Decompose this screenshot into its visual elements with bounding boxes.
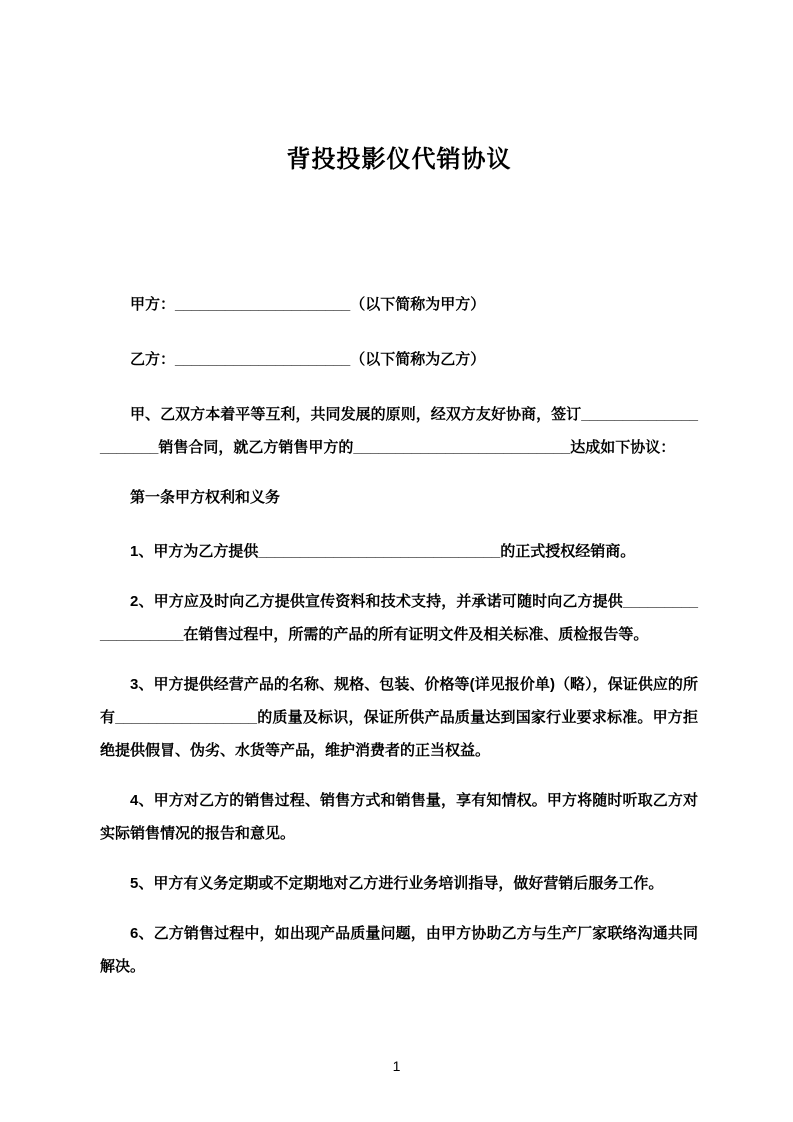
document-title: 背投投影仪代销协议 [286,146,512,173]
clause-6: 6、乙方销售过程中，如出现产品质量问题，由甲方协助乙方与生产厂家联络沟通共同解决。 [100,925,698,975]
clause-2: 2、甲方应及时向乙方提供宣传资料和技术支持，并承诺可随时向乙方提供___________________在销售过程中，所需的产品的所有证明文件及相关标准、质检报告等。 [100,593,698,643]
clause-5: 5、甲方有义务定期或不定期地对乙方进行业务培训指导，做好营销后服务工作。 [130,875,664,892]
document-body [100,288,698,983]
party-a-line: 甲方：_____________________（以下简称为甲方） [130,296,486,313]
clause-1: 1、甲方为乙方提供_____________________________的正式授权经销商。 [130,543,636,560]
party-b-line: 乙方：_____________________（以下简称为乙方） [130,351,486,368]
clause-4: 4、甲方对乙方的销售过程、销售方式和销售量，享有知情权。甲方将随时听取乙方对实际销售情况的报告和意见。 [100,792,698,842]
clause-3: 3、甲方提供经营产品的名称、规格、包装、价格等(详见报价单)（略），保证供应的所有_________________的质量及标识，保证所供产品质量达到国家行业要求标准。甲方拒绝提供假冒、伪劣、水货等产品，维护消费者的正当权益。 [100,676,698,759]
preamble-paragraph: 甲、乙双方本着平等互利，共同发展的原则，经双方友好协商，签订_____________________销售合同，就乙方销售甲方的__________________________达成如下协议： [100,406,698,456]
page-number: 1 [392,1058,401,1074]
section-1-heading: 第一条甲方权利和义务 [130,489,281,506]
